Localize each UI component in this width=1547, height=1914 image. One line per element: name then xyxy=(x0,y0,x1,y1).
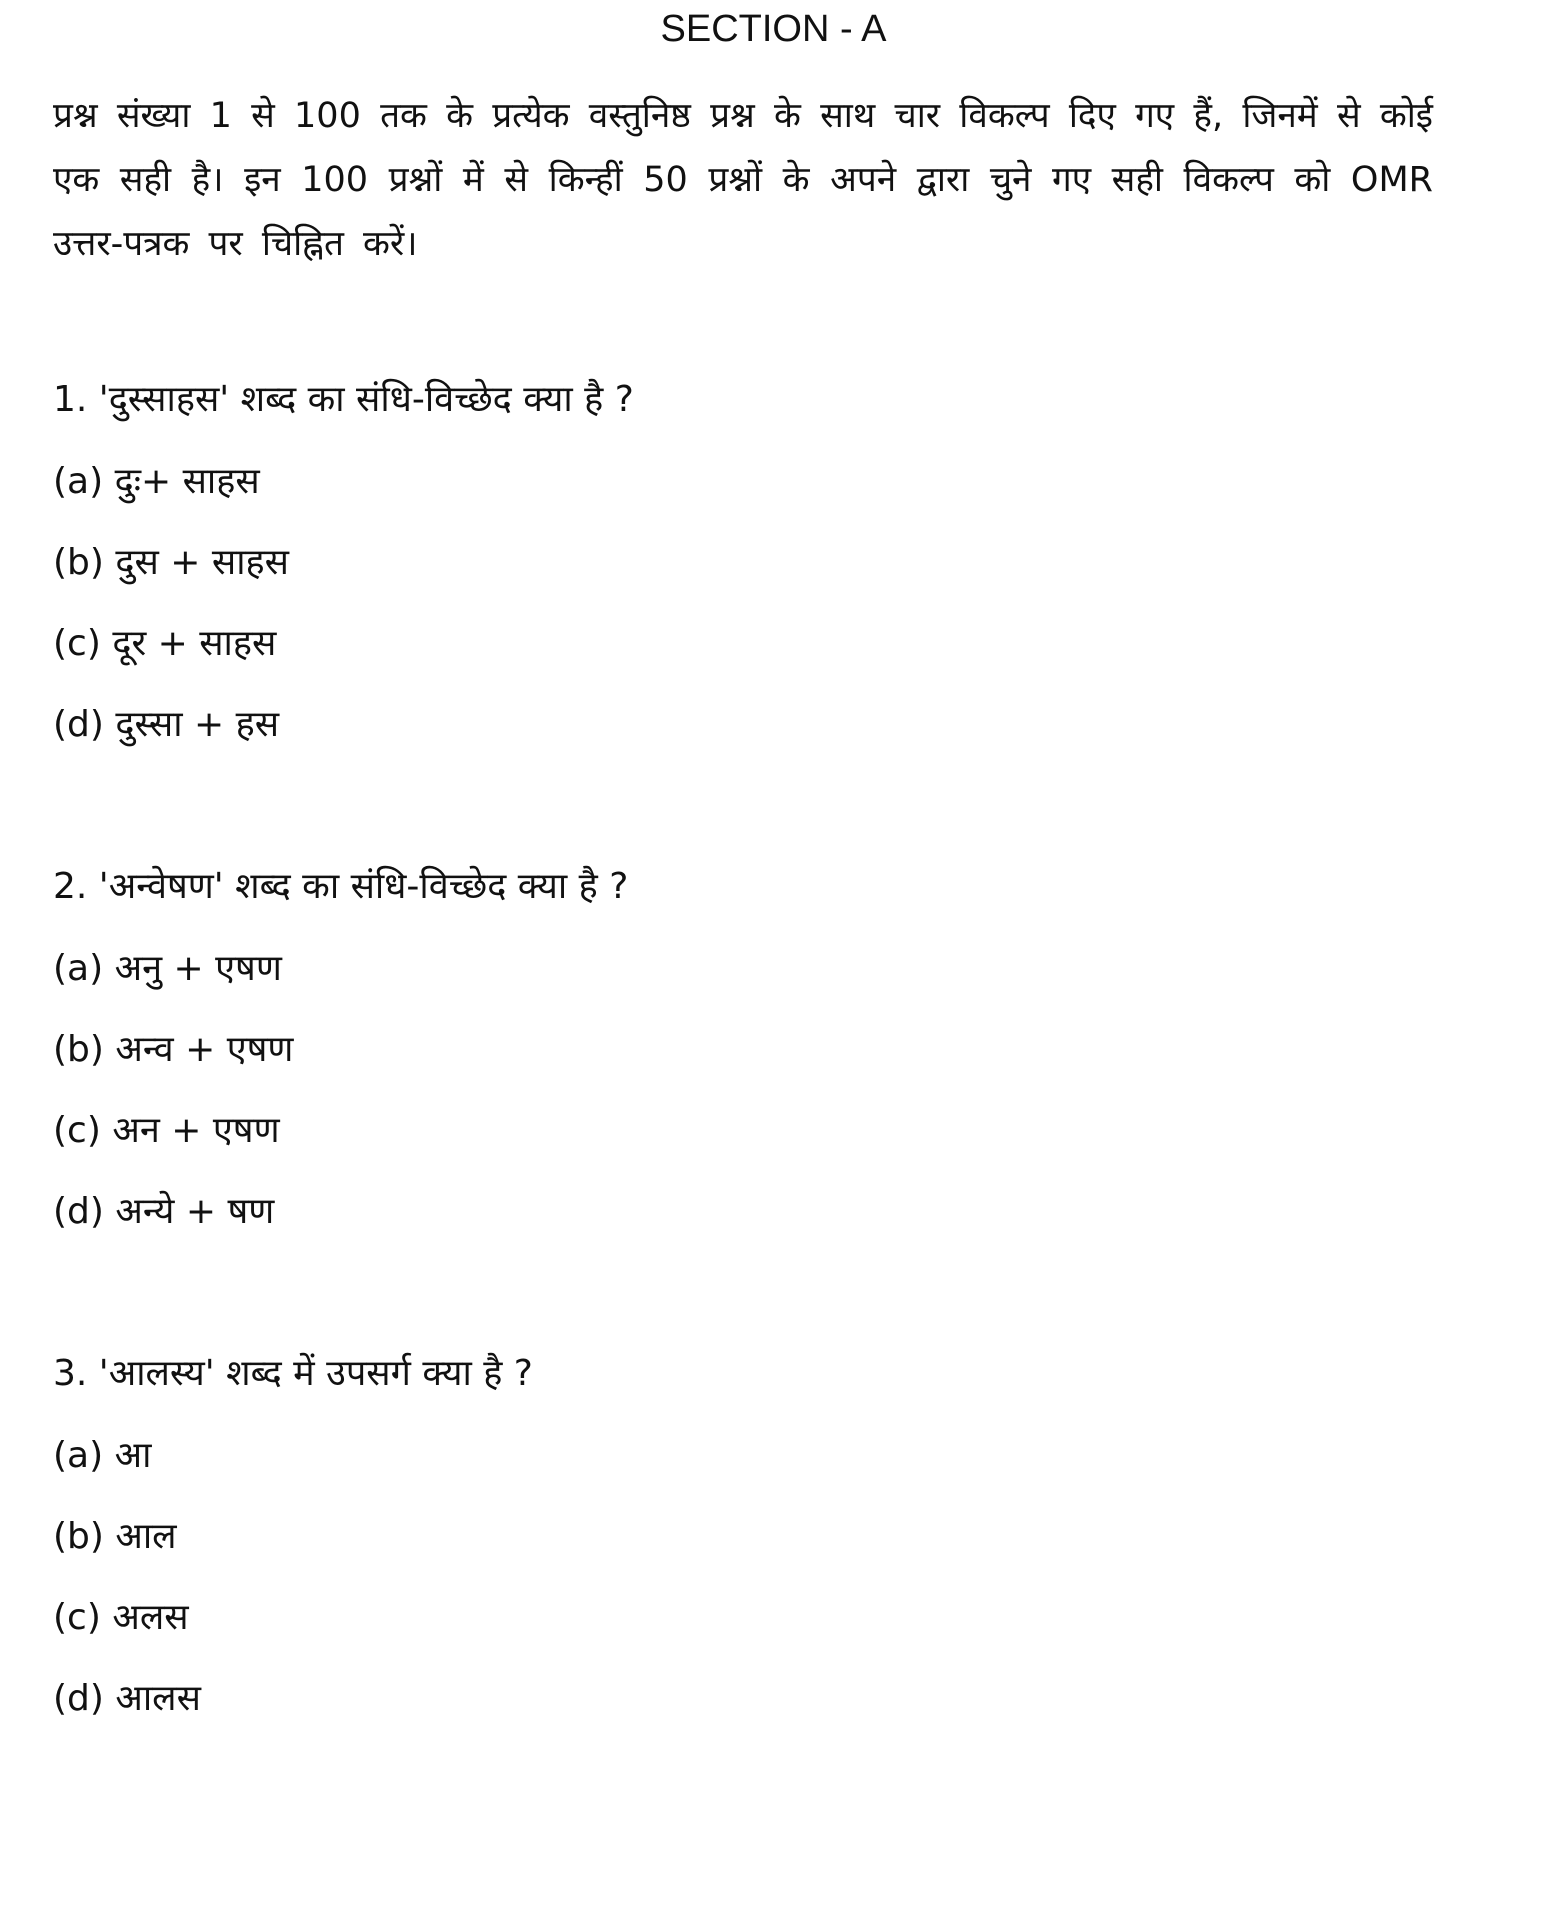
option-b: (b) अन्व + एषण xyxy=(53,1029,294,1070)
option-b: (b) आल xyxy=(53,1516,177,1557)
option-d: (d) आलस xyxy=(53,1678,201,1719)
question-3 xyxy=(53,1344,533,1750)
section-title: SECTION - A xyxy=(660,8,887,50)
option-d: (d) दुस्सा + हस xyxy=(53,704,280,745)
instructions: प्रश्न संख्या 1 से 100 तक के प्रत्येक वस्तुनिष्ठ प्रश्न के साथ चार विकल्प दिए गए हैं, जिनमें से कोई एक सही है। इन 100 प्रश्नों में से किन्हीं 50 प्रश्नों के अपने द्वारा चुने गए सही विकल्प को OMR उत्तर-पत्रक पर चिह्नित करें। xyxy=(53,96,1433,264)
option-d: (d) अन्ये + षण xyxy=(53,1191,275,1232)
option-a: (a) अनु + एषण xyxy=(53,948,282,989)
option-c: (c) अन + एषण xyxy=(53,1110,280,1151)
question-stem: 1. 'दुस्साहस' शब्द का संधि-विच्छेद क्या है ? xyxy=(53,379,634,420)
option-b: (b) दुस + साहस xyxy=(53,542,289,583)
question-stem: 2. 'अन्वेषण' शब्द का संधि-विच्छेद क्या है ? xyxy=(53,866,629,907)
option-a: (a) आ xyxy=(53,1435,152,1476)
option-c: (c) दूर + साहस xyxy=(53,623,277,664)
question-stem: 3. 'आलस्य' शब्द में उपसर्ग क्या है ? xyxy=(53,1353,533,1394)
option-c: (c) अलस xyxy=(53,1597,189,1638)
question-1 xyxy=(53,370,634,776)
option-a: (a) दुः+ साहस xyxy=(53,461,260,502)
question-2 xyxy=(53,857,628,1263)
